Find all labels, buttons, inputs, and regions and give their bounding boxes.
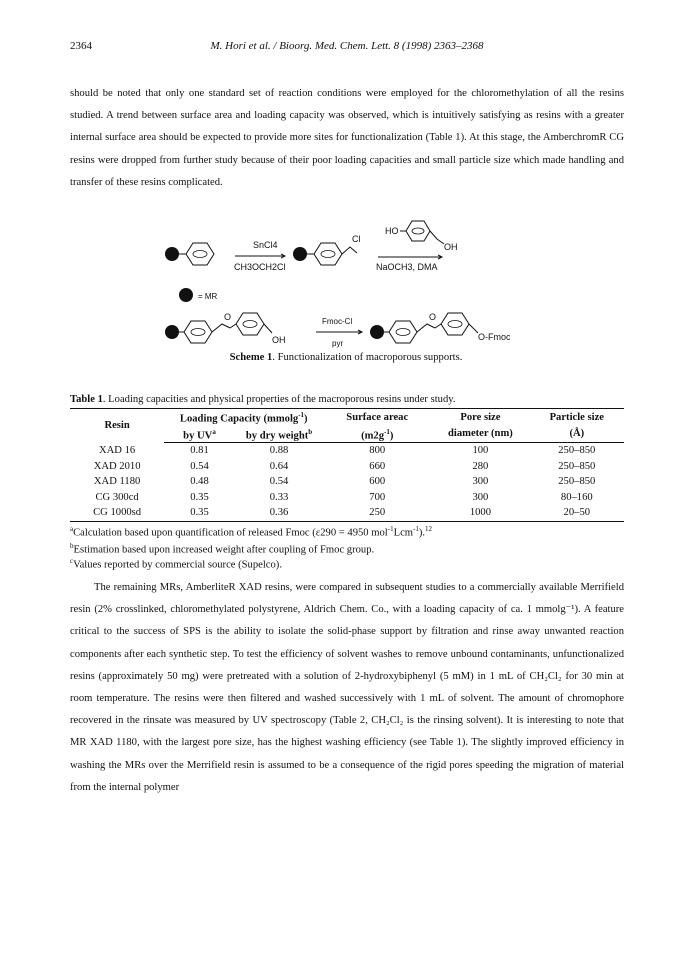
phenol-ring-icon bbox=[406, 221, 430, 241]
benzene-ring-icon bbox=[389, 321, 417, 343]
cell-pore: 1000 bbox=[431, 505, 529, 521]
reagent-sncl4: SnCl4 bbox=[253, 240, 278, 250]
table-caption-label: Table 1 bbox=[70, 394, 103, 405]
cell-pore: 280 bbox=[472, 460, 489, 472]
table-row bbox=[70, 459, 624, 475]
reagent-naoch3-dma: NaOCH3, DMA bbox=[376, 262, 438, 272]
reaction-scheme-diagram bbox=[150, 212, 570, 362]
scheme-1-figure bbox=[150, 212, 570, 362]
cell-surface: 800 bbox=[369, 445, 386, 457]
col-pore-size: Pore size bbox=[431, 409, 529, 426]
cell-pore: 300 bbox=[472, 476, 489, 488]
ether-o-label-2: O bbox=[429, 312, 437, 322]
footnote-b: $^b$Estimation based upon increased weight after coupling of Fmoc group. bbox=[70, 542, 375, 556]
footnote-a: $^a$Calculation based upon quantification of released Fmoc (ε290 = 4950 mol$^{-1}$Lcm$^{-1}$).$^{12}$ bbox=[70, 525, 433, 539]
cell-uv: 0.35 bbox=[164, 505, 235, 521]
cell-particle: 20–50 bbox=[530, 505, 624, 521]
ofmoc-label: O-Fmoc bbox=[478, 332, 511, 342]
table-row bbox=[70, 474, 624, 490]
cell-dry: 0.33 bbox=[269, 491, 289, 503]
col-loading-capacity: Loading Capacity (mmolg$^{-1}$) bbox=[164, 409, 323, 426]
col-surface-units: $(m2g^{-1})$ bbox=[323, 426, 431, 443]
cell-resin: CG 300cd bbox=[95, 491, 139, 503]
col-surface-area: Surface areac bbox=[323, 409, 431, 426]
resin-bead-legend-icon bbox=[179, 288, 193, 302]
col-by-uv: by $UV^a$ bbox=[164, 426, 235, 443]
cell-uv: 0.48 bbox=[190, 476, 209, 488]
cell-dry: 0.36 bbox=[235, 505, 323, 521]
reagent-pyr: pyr bbox=[332, 339, 344, 348]
cell-surface: 250 bbox=[323, 505, 431, 521]
cell-uv: 0.35 bbox=[190, 491, 209, 503]
ether-o-label: O bbox=[224, 312, 232, 322]
cell-dry: 0.88 bbox=[269, 445, 289, 457]
col-particle-size: Particle size bbox=[530, 409, 624, 426]
cell-uv: 0.81 bbox=[190, 445, 209, 457]
reagent-ch3och2cl: CH3OCH2Cl bbox=[234, 262, 286, 272]
cell-pore: 300 bbox=[472, 491, 489, 503]
legend-mr: = MR bbox=[198, 292, 218, 301]
oh-label: OH bbox=[444, 242, 458, 252]
phenyl-ring-icon bbox=[441, 313, 469, 335]
col-particle-units: (Å) bbox=[530, 426, 624, 443]
cell-pore: 100 bbox=[472, 445, 489, 457]
reagent-fmoc-cl: Fmoc-Cl bbox=[322, 317, 353, 326]
table-caption-text: . Loading capacities and physical properties of the macroporous resins under study. bbox=[102, 394, 456, 405]
benzene-ring-icon bbox=[184, 321, 212, 343]
cell-resin: XAD 1180 bbox=[93, 476, 141, 488]
resin-bead-icon bbox=[165, 247, 179, 261]
resin-bead-icon bbox=[293, 247, 307, 261]
resin-bead-icon bbox=[165, 325, 179, 339]
running-head: M. Hori et al. / Bioorg. Med. Chem. Lett. 8 (1998) 2363–2368 bbox=[210, 40, 484, 52]
scheme-caption bbox=[0, 352, 692, 363]
cell-uv: 0.54 bbox=[190, 460, 209, 472]
col-resin: Resin bbox=[70, 409, 164, 443]
loading-capacity-table bbox=[70, 408, 624, 522]
cell-surface: 700 bbox=[369, 491, 386, 503]
cell-resin: XAD 16 bbox=[99, 445, 136, 457]
cell-particle: 250–850 bbox=[558, 460, 596, 472]
resin-bead-icon bbox=[370, 325, 384, 339]
oh-label-2: OH bbox=[272, 335, 286, 345]
table-caption bbox=[70, 394, 456, 405]
phenyl-ring-icon bbox=[236, 313, 264, 335]
col-by-dry-weight: by dry weight$^b$ bbox=[235, 426, 323, 443]
cell-particle: 250–850 bbox=[558, 445, 596, 457]
cell-resin: XAD 2010 bbox=[93, 460, 141, 472]
scheme-caption-text: . Functionalization of macroporous supports. bbox=[272, 352, 463, 363]
body-paragraph-2: The remaining MRs, AmberliteR XAD resins, were compared in subsequent studies to a commercially available Merrifield resin (2% crosslinked, chloromethylated polystyrene, Aldrich Chem. Co., with a loading capacity of ca. 1 mmolg⁻¹). A feature critical to the success of SPS is the ability to isolate the solid-phase support by filtration and rinse away unwanted reaction components after each synthetic step. To test the efficiency of solvent washes to remove unbound contaminants, unfunctionalized resins (approximately 50 mg) were pretreated with a solution of 2-hydroxybiphenyl (5 mM) in 1 mL of CH₂Cl₂ for 30 min at room temperature. The resins were then filtered and washed successively with 1 mL of solvent. The amount of chromophore recovered in the rinsate was measured by UV spectroscopy (Table 2, CH₂Cl₂ is the rinsing solvent). It is interesting to note that MR XAD 1180, with the largest pore size, has the highest washing efficiency (see Table 1). The slightly improved efficiency in washing the MRs over the Merrifield resin is assumed to be a consequence of the rigid pores speeding the migration of material from the internal polymer bbox=[70, 582, 624, 793]
table-row bbox=[70, 490, 624, 506]
cell-surface: 600 bbox=[369, 476, 386, 488]
cell-dry: 0.54 bbox=[269, 476, 289, 488]
scheme-caption-label: Scheme 1 bbox=[229, 352, 273, 363]
cell-dry: 0.64 bbox=[269, 460, 289, 472]
col-pore-units: diameter (nm) bbox=[431, 426, 529, 443]
cell-surface: 660 bbox=[369, 460, 386, 472]
cell-resin: CG 1000sd bbox=[70, 505, 164, 521]
table-row bbox=[70, 443, 624, 459]
table-row bbox=[70, 505, 624, 521]
cell-particle: 250–850 bbox=[558, 476, 596, 488]
benzene-ring-icon bbox=[314, 243, 342, 265]
cell-particle: 80–160 bbox=[560, 491, 593, 503]
ho-label: HO bbox=[385, 226, 399, 236]
body-paragraph-1: should be noted that only one standard set of reaction conditions were employed for the chloromethylation of all the resins studied. A trend between surface area and loading capacity was observed, which is intuitively satisfying as resins with a greater internal surface area should be expected to provide more sites for functionalization (Table 1). At this stage, the AmberchromR CG resins were dropped from further study because of their poor loading capacities and small particle size which made handling and transfer of these resins complicated. bbox=[70, 88, 624, 188]
chloro-label: Cl bbox=[352, 234, 361, 244]
page-number: 2364 bbox=[70, 40, 92, 52]
benzene-ring-icon bbox=[186, 243, 214, 265]
footnote-c: $^c$Values reported by commercial source (Supelco). bbox=[70, 557, 282, 571]
